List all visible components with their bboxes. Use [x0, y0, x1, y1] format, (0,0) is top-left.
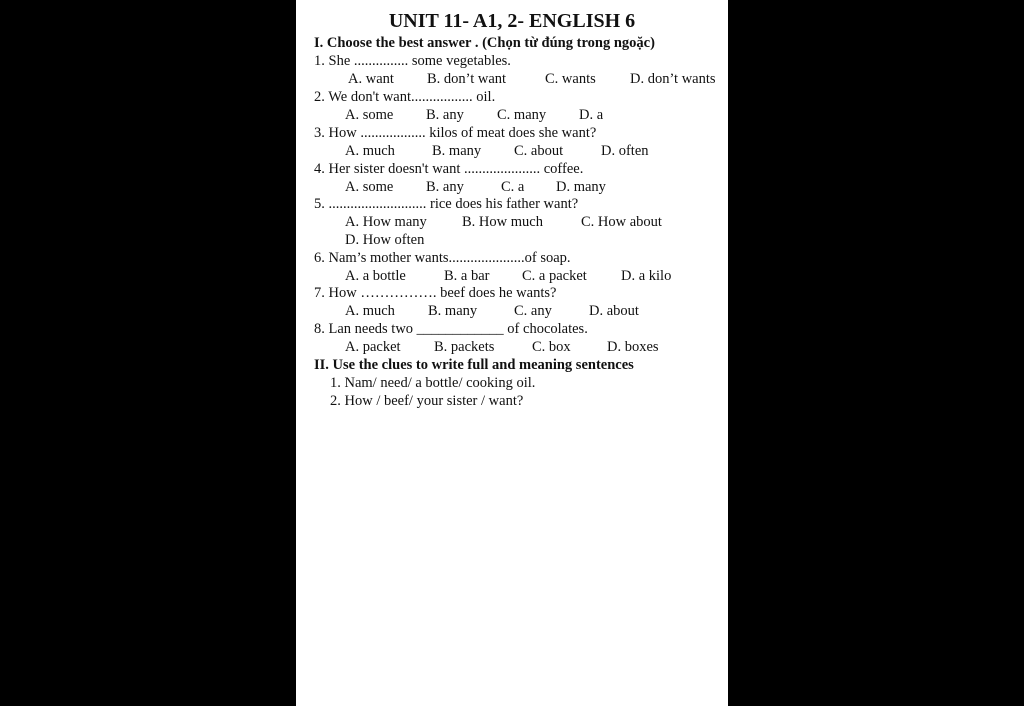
option-a: A. packet: [345, 339, 401, 355]
option-d: D. a: [579, 107, 604, 123]
option-c: C. about: [514, 143, 564, 159]
question-4: 4. Her sister doesn't want ..................... coffee.: [314, 161, 584, 177]
option-a: A. a bottle: [345, 268, 406, 284]
option-b: B. packets: [434, 339, 495, 355]
option-a: A. some: [345, 179, 394, 195]
option-c: C. How about: [581, 214, 662, 230]
question-5: 5. ........................... rice does his father want?: [314, 196, 579, 212]
option-a: A. much: [345, 143, 395, 159]
option-d: D. many: [556, 179, 606, 195]
option-b: B. don’t want: [427, 71, 507, 87]
option-b: B. many: [428, 303, 478, 319]
option-d: D. boxes: [607, 339, 659, 355]
question-1: 1. She ............... some vegetables.: [314, 53, 511, 69]
question-8: 8. Lan needs two ____________ of chocolates.: [314, 321, 588, 337]
section-1-heading: I. Choose the best answer . (Chọn từ đúng trong ngoặc): [314, 35, 655, 51]
option-a: A. want: [348, 71, 394, 87]
question-5-option-d: D. How often: [345, 232, 425, 248]
option-c: C. any: [514, 303, 552, 319]
option-a: A. How many: [345, 214, 427, 230]
option-d: D. don’t wants: [630, 71, 716, 87]
sentence-clue-2: 2. How / beef/ your sister / want?: [330, 393, 524, 409]
option-b: B. How much: [462, 214, 543, 230]
option-c: C. box: [532, 339, 571, 355]
option-b: B. any: [426, 179, 464, 195]
option-b: B. a bar: [444, 268, 490, 284]
option-b: B. any: [426, 107, 464, 123]
option-d: D. often: [601, 143, 649, 159]
section-2-heading: II. Use the clues to write full and meaning sentences: [314, 357, 634, 373]
question-2: 2. We don't want................. oil.: [314, 89, 496, 105]
question-6: 6. Nam’s mother wants.....................of soap.: [314, 250, 571, 266]
worksheet-page: [296, 0, 728, 706]
question-7: 7. How ……………. beef does he wants?: [314, 285, 557, 301]
option-d: D. about: [589, 303, 639, 319]
option-b: B. many: [432, 143, 482, 159]
option-a: A. some: [345, 107, 394, 123]
page-title: UNIT 11- A1, 2- ENGLISH 6: [388, 10, 636, 32]
option-c: C. wants: [545, 71, 596, 87]
option-c: C. many: [497, 107, 547, 123]
question-3: 3. How .................. kilos of meat does she want?: [314, 125, 597, 141]
sentence-clue-1: 1. Nam/ need/ a bottle/ cooking oil.: [330, 375, 536, 391]
option-c: C. a packet: [522, 268, 587, 284]
option-a: A. much: [345, 303, 395, 319]
option-d: D. a kilo: [621, 268, 672, 284]
option-c: C. a: [501, 179, 525, 195]
